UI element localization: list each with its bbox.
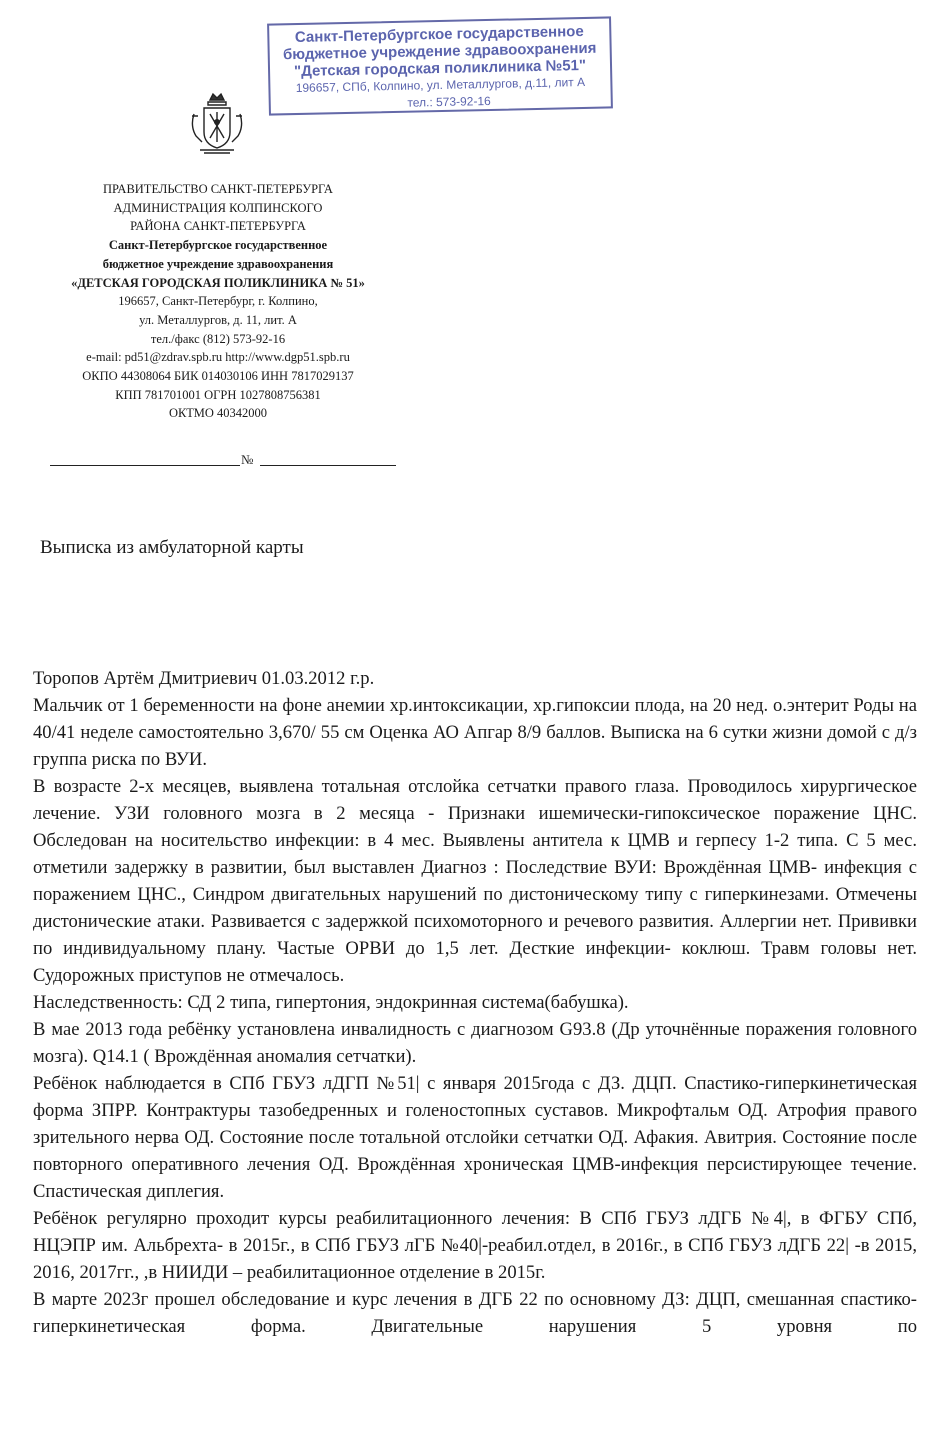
stamp-line: 196657, СПб, Колпино, ул. Металлургов, д.11, лит А (295, 74, 586, 96)
header-line: e-mail: pd51@zdrav.spb.ru http://www.dgp51.spb.ru (86, 350, 350, 365)
stamp-line: Санкт-Петербургское государственное (294, 22, 584, 47)
header-line: Санкт-Петербургское государственное (108, 238, 328, 253)
header-line: бюджетное учреждение здравоохранения (102, 256, 334, 271)
organization-stamp (267, 16, 613, 115)
header-line: тел./факс (812) 573-92-16 (150, 331, 286, 346)
header-line: ул. Металлургов, д. 11, лит. А (139, 312, 297, 327)
number-blank-line (260, 465, 396, 466)
institution-name: «ДЕТСКАЯ ГОРОДСКАЯ ПОЛИКЛИНИКА № 51» (71, 275, 365, 290)
header-line: ПРАВИТЕЛЬСТВО САНКТ-ПЕТЕРБУРГА (103, 182, 333, 196)
letterhead (40, 180, 396, 423)
paragraph: В мае 2013 года ребёнку установлена инвалидность с диагнозом G93.8 (Др уточнённые поражения головного мозга). Q14.1 ( Врождённая аномалия сетчатки). (33, 1019, 917, 1067)
paragraph: Ребёнок регулярно проходит курсы реабилитационного лечения: В СПб ГБУЗ лДГБ №4|, в ФГБУ СПб, НЦЭПР им. Альбрехта- в 2015г., в СПб ГБУЗ лГБ №40|-реабил.отдел, в 2016г., в СПб ГБУЗ лДГБ 22| -в 2015, 2016, 2017гг., ,в НИИДИ – реабилитационное отделение в 2015г. (33, 1208, 917, 1283)
date-blank-line (50, 465, 240, 466)
stamp-line: тел.: 573-92-16 (407, 93, 491, 110)
registration-line (50, 446, 396, 468)
paragraph: В марте 2023г прошел обследование и курс лечения в ДГБ 22 по основному ДЗ: ДЦП, смешанная спастико-гиперкинетическая форма. Двигательные нарушения 5 уровня по (33, 1289, 917, 1337)
number-sign: № (241, 452, 254, 467)
header-line: ОКПО 44308064 БИК 014030106 ИНН 7817029137 (82, 369, 354, 384)
header-line: 196657, Санкт-Петербург, г. Колпино, (118, 294, 318, 309)
document-title: Выписка из амбулаторной карты (40, 537, 304, 558)
header-line: ОКТМО 40342000 (168, 406, 268, 421)
paragraph: Наследственность: СД 2 типа, гипертония, эндокринная система(бабушка). (33, 992, 629, 1013)
paragraph: Мальчик от 1 беременности на фоне анемии хр.интоксикации, хр.гипоксии плода, на 20 нед. о.энтерит Роды на 40/41 неделе самостоятельно 3,670/ 55 см Оценка АО Апгар 8/9 баллов. Выписка на 6 сутки жизни домой с д/з группа риска по ВУИ. (33, 695, 917, 770)
patient-line: Торопов Артём Дмитриевич 01.03.2012 г.р. (33, 668, 375, 689)
paragraph: В возрасте 2-х месяцев, выявлена тотальная отслойка сетчатки правого глаза. Проводилось хирургическое лечение. УЗИ головного мозга в 2 месяца - Признаки ишемически-гипоксическое поражение ЦНС. Обследован на носительство инфекции: в 4 мес. Выявлены антитела к ЦМВ и герпесу 1-2 типа. С 5 мес. отметили задержку в развитии, был выставлен Диагноз : Последствие ВУИ: Врождённая ЦМВ- инфекция с поражением ЦНС., Синдром двигательных нарушений по дистоническому типу с гиперкинезами. Отмечены дистонические атаки. Развивается с задержкой психомоторного и речевого развития. Аллергии нет. Прививки по индивидуальному плану. Частые ОРВИ до 1,5 лет. Десткие инфекции- коклюш. Травм головы нет. Судорожных приступов не отмечалось. (33, 776, 917, 986)
stamp-line: "Детская городская поликлиника №51" (293, 56, 587, 81)
coat-of-arms-icon (186, 92, 248, 158)
header-line: РАЙОНА САНКТ-ПЕТЕРБУРГА (130, 219, 306, 234)
header-line: АДМИНИСТРАЦИЯ КОЛПИНСКОГО (113, 200, 323, 215)
stamp-line: бюджетное учреждение здравоохранения (282, 39, 597, 64)
document-body (33, 665, 917, 1340)
header-line: КПП 781701001 ОГРН 1027808756381 (115, 387, 321, 402)
paragraph: Ребёнок наблюдается в СПб ГБУЗ лДГП №51| с января 2015года с ДЗ. ДЦП. Спастико-гиперкинетическая форма ЗПРР. Контрактуры тазобедренных и голеностопных суставов. Микрофтальм ОД. Атрофия правого зрительного нерва ОД. Состояние после тотальной отслойки сетчатки ОД. Афакия. Авитрия. Состояние после повторного оперативного лечения ОД. Врождённая хроническая ЦМВ-инфекция персистирующее течение. Спастическая диплегия. (33, 1073, 917, 1202)
